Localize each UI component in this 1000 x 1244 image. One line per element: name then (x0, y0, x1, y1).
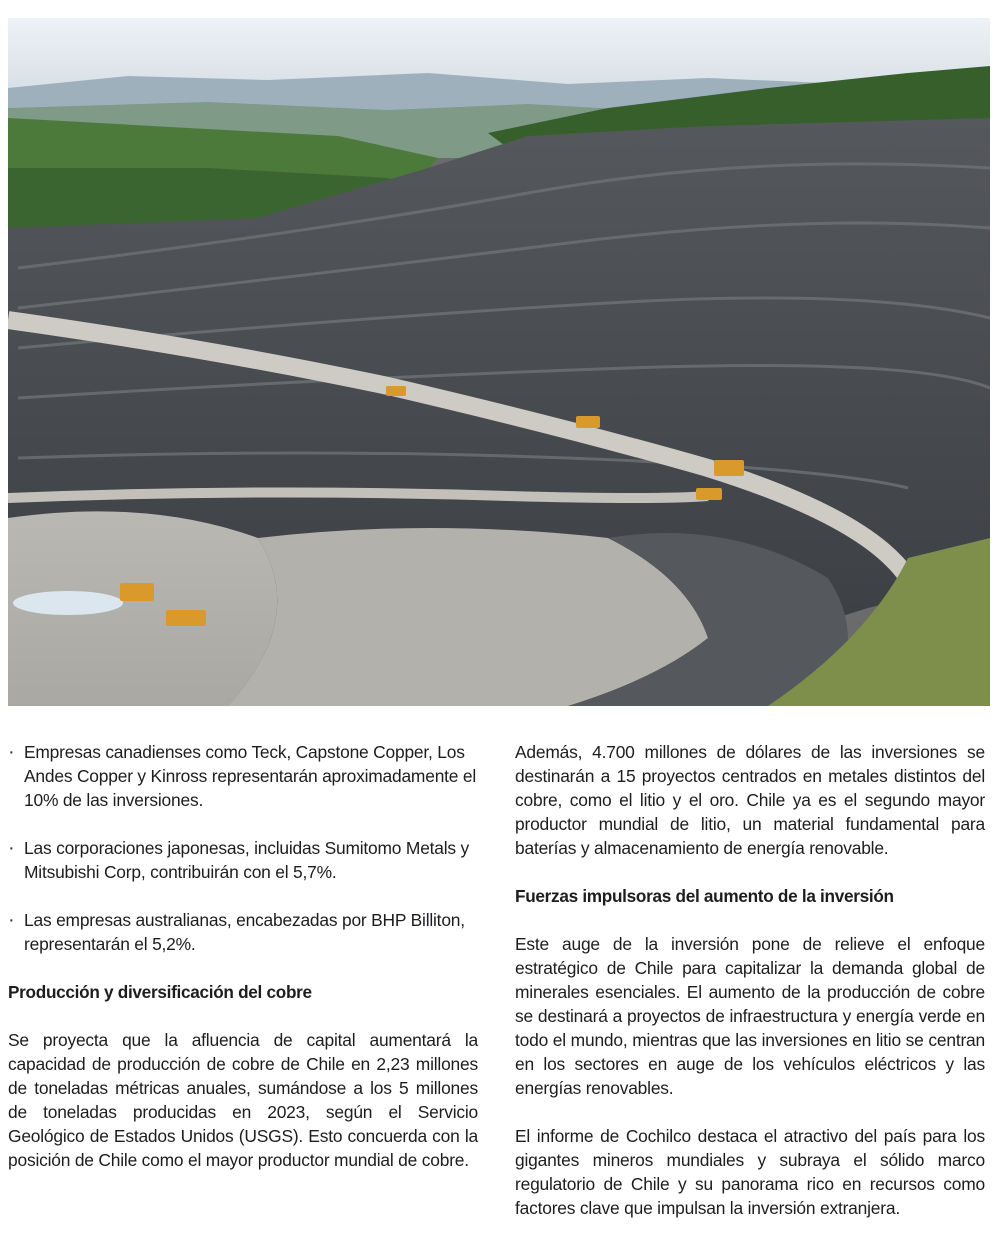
bullet-japanese: · Las corporaciones japonesas, incluidas Sumitomo Metals y Mitsubishi Corp, contribuirán con el 5,7%. (8, 836, 478, 884)
bullet-australian: · Las empresas australianas, encabezadas por BHP Billiton, representarán el 5,2%. (8, 908, 478, 956)
open-pit-mine-photo (8, 18, 990, 706)
investment-bullets (8, 740, 478, 956)
heading-investment-drivers: Fuerzas impulsoras del aumento de la inversión (515, 886, 894, 906)
paragraph-strategic-focus: Este auge de la inversión pone de relieve el enfoque estratégico de Chile para capitalizar la demanda global de minerales esenciales. El aumento de la producción de cobre se destinará a proyectos de infraestructura y energía verde en todo el mundo, mientras que las inversiones en litio se centran en los sectores en auge de los vehículos eléctricos y las energías renovables. (515, 934, 985, 1098)
left-column (8, 740, 478, 1196)
paragraph-other-metals: Además, 4.700 millones de dólares de las inversiones se destinarán a 15 proyectos centrados en metales distintos del cobre, como el litio y el oro. Chile ya es el segundo mayor productor mundial de litio, un material fundamental para baterías y almacenamiento de energía renovable. (515, 742, 985, 858)
paragraph-copper-production: Se proyecta que la afluencia de capital aumentará la capacidad de producción de cobre de Chile en 2,23 millones de toneladas métricas anuales, sumándose a los 5 millones de toneladas producidas en 2023, según el Servicio Geológico de Estados Unidos (USGS). Esto concuerda con la posición de Chile como el mayor productor mundial de cobre. (8, 1030, 478, 1170)
right-column (515, 740, 985, 1244)
bullet-canadian: · Empresas canadienses como Teck, Capstone Copper, Los Andes Copper y Kinross representarán aproximadamente el 10% de las inversiones. (8, 740, 478, 812)
paragraph-cochilco-report: El informe de Cochilco destaca el atractivo del país para los gigantes mineros mundiales y subraya el sólido marco regulatorio de Chile y su panorama rico en recursos como factores clave que impulsan la inversión extranjera. (515, 1126, 985, 1218)
heading-copper-production: Producción y diversificación del cobre (8, 982, 312, 1002)
